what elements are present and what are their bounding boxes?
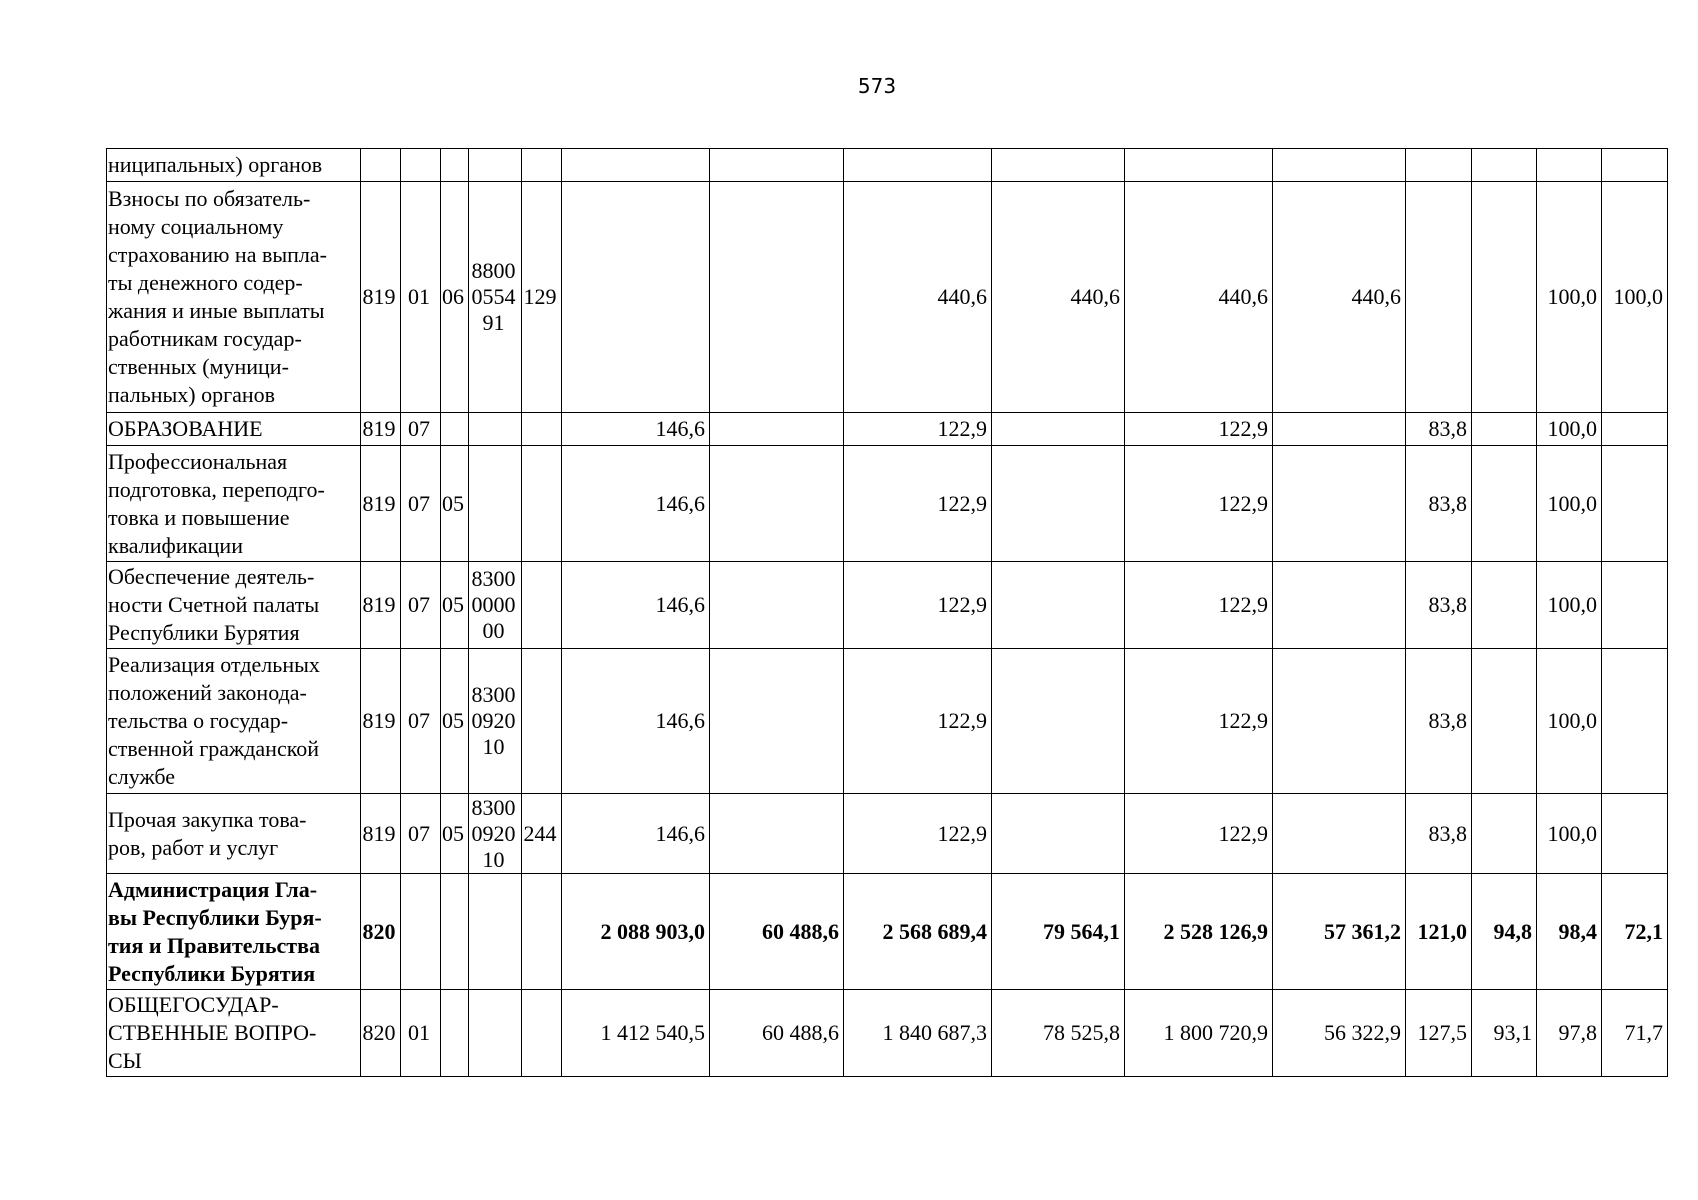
value-cell-4: 440,6 — [992, 182, 1125, 413]
target-article-cell: 8800 0554 91 — [469, 182, 522, 413]
value-cell-4 — [992, 413, 1125, 446]
row-name-cell: Прочая закупка това- ров, работ и услуг — [107, 794, 361, 874]
value-cell-3: 440,6 — [844, 182, 992, 413]
percent-cell-1: 83,8 — [1406, 794, 1472, 874]
section-code-cell: 07 — [401, 446, 441, 562]
percent-cell-2: 93,1 — [1472, 990, 1537, 1077]
target-article-cell — [469, 446, 522, 562]
percent-cell-3: 100,0 — [1537, 794, 1602, 874]
value-cell-3: 122,9 — [844, 562, 992, 649]
ved-code-cell: 820 — [361, 990, 401, 1077]
percent-cell-3: 100,0 — [1537, 413, 1602, 446]
percent-cell-1: 127,5 — [1406, 990, 1472, 1077]
percent-cell-4 — [1602, 446, 1668, 562]
value-cell-2 — [710, 649, 844, 794]
value-cell-1 — [562, 182, 710, 413]
row-name-cell: Взносы по обязатель- ному социальному страхованию на выпла- ты денежного содер- жания и иные выплаты работникам государ- ственных (муници- пальных) органов — [107, 182, 361, 413]
value-cell-4 — [992, 446, 1125, 562]
value-cell-5 — [1125, 149, 1273, 182]
percent-cell-3: 100,0 — [1537, 649, 1602, 794]
target-article-cell: 8300 0920 10 — [469, 649, 522, 794]
row-name-cell: Администрация Гла- вы Республики Буря- тия и Правительства Республики Бурятия — [107, 874, 361, 990]
value-cell-2: 60 488,6 — [710, 990, 844, 1077]
section-code-cell — [401, 149, 441, 182]
expense-type-cell: 129 — [522, 182, 562, 413]
value-cell-2 — [710, 413, 844, 446]
percent-cell-4 — [1602, 649, 1668, 794]
ved-code-cell: 819 — [361, 182, 401, 413]
expense-type-cell — [522, 446, 562, 562]
value-cell-5: 122,9 — [1125, 446, 1273, 562]
percent-cell-4 — [1602, 562, 1668, 649]
value-cell-2 — [710, 562, 844, 649]
subsection-code-cell — [441, 990, 469, 1077]
percent-cell-3 — [1537, 149, 1602, 182]
value-cell-6: 440,6 — [1273, 182, 1406, 413]
expense-type-cell — [522, 562, 562, 649]
value-cell-3: 2 568 689,4 — [844, 874, 992, 990]
row-name-cell: Профессиональная подготовка, переподго- товка и повышение квалификации — [107, 446, 361, 562]
expense-type-cell: 244 — [522, 794, 562, 874]
value-cell-5: 440,6 — [1125, 182, 1273, 413]
value-cell-3: 122,9 — [844, 794, 992, 874]
value-cell-2 — [710, 149, 844, 182]
percent-cell-3: 98,4 — [1537, 874, 1602, 990]
value-cell-1 — [562, 149, 710, 182]
percent-cell-4 — [1602, 794, 1668, 874]
budget-table — [106, 148, 1668, 1077]
table-row — [107, 562, 1668, 649]
table-row — [107, 182, 1668, 413]
value-cell-5: 2 528 126,9 — [1125, 874, 1273, 990]
value-cell-5: 1 800 720,9 — [1125, 990, 1273, 1077]
percent-cell-2 — [1472, 562, 1537, 649]
value-cell-2 — [710, 446, 844, 562]
table-row — [107, 149, 1668, 182]
value-cell-6 — [1273, 649, 1406, 794]
value-cell-1: 146,6 — [562, 794, 710, 874]
percent-cell-2 — [1472, 446, 1537, 562]
table-row — [107, 649, 1668, 794]
percent-cell-2 — [1472, 413, 1537, 446]
row-name-cell: ОБРАЗОВАНИЕ — [107, 413, 361, 446]
expense-type-cell — [522, 990, 562, 1077]
ved-code-cell: 820 — [361, 874, 401, 990]
table-row — [107, 990, 1668, 1077]
target-article-cell: 8300 0920 10 — [469, 794, 522, 874]
value-cell-5: 122,9 — [1125, 649, 1273, 794]
value-cell-3: 1 840 687,3 — [844, 990, 992, 1077]
percent-cell-1: 83,8 — [1406, 562, 1472, 649]
value-cell-4 — [992, 649, 1125, 794]
percent-cell-1: 83,8 — [1406, 446, 1472, 562]
value-cell-2 — [710, 182, 844, 413]
value-cell-5: 122,9 — [1125, 794, 1273, 874]
percent-cell-3: 100,0 — [1537, 562, 1602, 649]
value-cell-1: 146,6 — [562, 413, 710, 446]
value-cell-4 — [992, 562, 1125, 649]
value-cell-6 — [1273, 562, 1406, 649]
percent-cell-1 — [1406, 149, 1472, 182]
row-name-cell: Обеспечение деятель- ности Счетной палаты Республики Бурятия — [107, 562, 361, 649]
value-cell-5: 122,9 — [1125, 413, 1273, 446]
value-cell-4: 79 564,1 — [992, 874, 1125, 990]
expense-type-cell — [522, 413, 562, 446]
ved-code-cell: 819 — [361, 413, 401, 446]
expense-type-cell — [522, 874, 562, 990]
value-cell-6 — [1273, 446, 1406, 562]
percent-cell-2: 94,8 — [1472, 874, 1537, 990]
percent-cell-4 — [1602, 413, 1668, 446]
table-row — [107, 794, 1668, 874]
percent-cell-2 — [1472, 182, 1537, 413]
ved-code-cell: 819 — [361, 649, 401, 794]
percent-cell-4 — [1602, 149, 1668, 182]
row-name-cell: Реализация отдельных положений законода- тельства о государ- ственной гражданской службе — [107, 649, 361, 794]
percent-cell-1: 121,0 — [1406, 874, 1472, 990]
value-cell-1: 1 412 540,5 — [562, 990, 710, 1077]
value-cell-6 — [1273, 794, 1406, 874]
percent-cell-2 — [1472, 649, 1537, 794]
value-cell-1: 146,6 — [562, 446, 710, 562]
value-cell-6: 57 361,2 — [1273, 874, 1406, 990]
value-cell-1: 2 088 903,0 — [562, 874, 710, 990]
section-code-cell: 07 — [401, 562, 441, 649]
subsection-code-cell: 05 — [441, 562, 469, 649]
value-cell-3: 122,9 — [844, 649, 992, 794]
section-code-cell: 01 — [401, 990, 441, 1077]
target-article-cell — [469, 149, 522, 182]
value-cell-3 — [844, 149, 992, 182]
value-cell-6: 56 322,9 — [1273, 990, 1406, 1077]
value-cell-3: 122,9 — [844, 446, 992, 562]
value-cell-1: 146,6 — [562, 562, 710, 649]
value-cell-4 — [992, 149, 1125, 182]
subsection-code-cell — [441, 149, 469, 182]
percent-cell-1 — [1406, 182, 1472, 413]
subsection-code-cell: 06 — [441, 182, 469, 413]
percent-cell-3: 100,0 — [1537, 182, 1602, 413]
percent-cell-1: 83,8 — [1406, 413, 1472, 446]
ved-code-cell — [361, 149, 401, 182]
value-cell-6 — [1273, 413, 1406, 446]
value-cell-6 — [1273, 149, 1406, 182]
percent-cell-4: 71,7 — [1602, 990, 1668, 1077]
percent-cell-3: 100,0 — [1537, 446, 1602, 562]
row-name-cell: ОБЩЕГОСУДАР- СТВЕННЫЕ ВОПРО- СЫ — [107, 990, 361, 1077]
value-cell-1: 146,6 — [562, 649, 710, 794]
section-code-cell — [401, 874, 441, 990]
target-article-cell — [469, 990, 522, 1077]
percent-cell-1: 83,8 — [1406, 649, 1472, 794]
ved-code-cell: 819 — [361, 794, 401, 874]
percent-cell-4: 100,0 — [1602, 182, 1668, 413]
value-cell-4 — [992, 794, 1125, 874]
value-cell-4: 78 525,8 — [992, 990, 1125, 1077]
target-article-cell — [469, 874, 522, 990]
target-article-cell: 8300 0000 00 — [469, 562, 522, 649]
value-cell-3: 122,9 — [844, 413, 992, 446]
target-article-cell — [469, 413, 522, 446]
table-row — [107, 446, 1668, 562]
table-row — [107, 874, 1668, 990]
section-code-cell: 07 — [401, 413, 441, 446]
table-row — [107, 413, 1668, 446]
subsection-code-cell — [441, 874, 469, 990]
section-code-cell: 01 — [401, 182, 441, 413]
percent-cell-3: 97,8 — [1537, 990, 1602, 1077]
value-cell-2 — [710, 794, 844, 874]
expense-type-cell — [522, 649, 562, 794]
ved-code-cell: 819 — [361, 562, 401, 649]
value-cell-5: 122,9 — [1125, 562, 1273, 649]
row-name-cell: ниципальных) органов — [107, 149, 361, 182]
table-body — [107, 149, 1668, 1077]
section-code-cell: 07 — [401, 794, 441, 874]
percent-cell-2 — [1472, 149, 1537, 182]
subsection-code-cell: 05 — [441, 446, 469, 562]
percent-cell-2 — [1472, 794, 1537, 874]
value-cell-2: 60 488,6 — [710, 874, 844, 990]
page-number: 573 — [857, 74, 897, 98]
ved-code-cell: 819 — [361, 446, 401, 562]
subsection-code-cell: 05 — [441, 649, 469, 794]
expense-type-cell — [522, 149, 562, 182]
percent-cell-4: 72,1 — [1602, 874, 1668, 990]
subsection-code-cell: 05 — [441, 794, 469, 874]
subsection-code-cell — [441, 413, 469, 446]
section-code-cell: 07 — [401, 649, 441, 794]
